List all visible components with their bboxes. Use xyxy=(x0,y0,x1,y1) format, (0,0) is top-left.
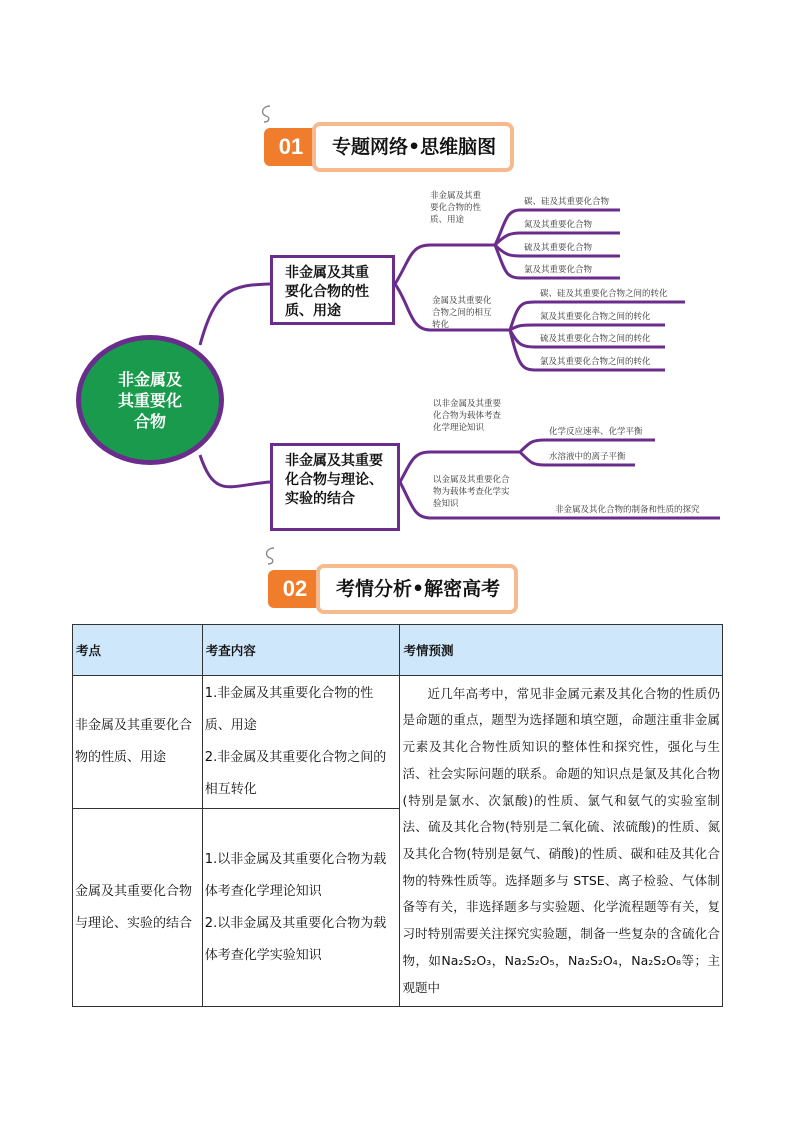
exam-point-cell: 金属及其重要化合物与理论、实验的结合 xyxy=(73,809,203,1007)
section-title: 专题网络•思维脑图 xyxy=(312,122,514,172)
mind-map-sub-label: 以金属及其重要化合物为载体考查化学实验知识 xyxy=(433,475,510,509)
section-number: 02 xyxy=(268,570,322,608)
mind-map-leaf: 非金属及其化合物的制备和性质的探究 xyxy=(555,505,700,515)
exam-content-cell xyxy=(202,809,400,1007)
column-header: 考情预测 xyxy=(400,625,723,676)
section-title: 考情分析•解密高考 xyxy=(316,564,518,614)
mind-map xyxy=(0,180,794,540)
exam-point-cell: 非金属及其重要化合物的性质、用途 xyxy=(73,676,203,809)
mind-map-leaf: 碳、硅及其重要化合物 xyxy=(524,197,610,207)
table-row xyxy=(73,676,723,809)
content-item: 1.以非金属及其重要化合物为载体考查化学理论知识 xyxy=(204,851,387,899)
section-number: 01 xyxy=(264,128,318,166)
mind-map-branch-properties: 非金属及其重要化合物的性质、用途 xyxy=(270,255,395,325)
section-banner-1 xyxy=(264,122,534,168)
curl-icon xyxy=(262,546,278,566)
mind-map-sub-label: 以非金属及其重要化合物为载体考查化学理论知识 xyxy=(433,399,502,433)
mind-map-leaf: 氮及其重要化合物 xyxy=(524,220,593,230)
mind-map-leaf: 碳、硅及其重要化合物之间的转化 xyxy=(540,289,668,299)
mind-map-leaf: 水溶液中的离子平衡 xyxy=(549,452,626,462)
prediction-text: 近几年高考中，常见非金属元素及其化合物的性质仍是命题的重点，题型为选择题和填空题，命题注重非金属元素及其化合物性质知识的整体性和探究性，强化与生活、社会实际问题的联系。命题的知识点是氯及其化合物(特别是氯水、次氯酸)的性质、氯气和氨气的实验室制法、硫及其化合物(特别是二氧化硫、浓硫酸)的性质、氮及其化合物(特别是氨气、硝酸)的性质、碳和硅及其化合物的特殊性质等。选择题多与 STSE、离子检验、气体制备等有关，非选择题多与实验题、化学流程题等有关，复习时特别需要关注探究实验题，制备一些复杂的含硫化合物，如Na₂S₂O₃，Na₂S₂O₅，Na₂S₂O₄，Na₂S₂O₈等；主观题中 xyxy=(402,685,720,995)
prediction-cell xyxy=(400,676,723,1007)
mind-map-sub-label: 非金属及其重要化合物的性质、用途 xyxy=(430,191,482,225)
mind-map-leaf: 氯及其重要化合物 xyxy=(524,265,593,275)
table-header-row xyxy=(73,625,723,676)
column-header: 考查内容 xyxy=(202,625,400,676)
curl-icon xyxy=(258,104,274,124)
exam-content-cell xyxy=(202,676,400,809)
mind-map-leaf: 氮及其重要化合物之间的转化 xyxy=(540,312,651,322)
mind-map-leaf: 硫及其重要化合物 xyxy=(524,243,593,253)
mind-map-leaf: 硫及其重要化合物之间的转化 xyxy=(540,334,651,344)
content-item: 1.非金属及其重要化合物的性质、用途 xyxy=(204,686,374,733)
section-banner-2 xyxy=(268,564,538,610)
exam-analysis-table xyxy=(72,624,723,1007)
content-item: 2.以非金属及其重要化合物为载体考查化学实验知识 xyxy=(204,915,387,963)
mind-map-branch-theory-experiment: 非金属及其重要化合物与理论、实验的结合 xyxy=(270,443,400,531)
column-header: 考点 xyxy=(73,625,203,676)
mind-map-central-node: 非金属及其重要化合物 xyxy=(76,335,224,465)
mind-map-sub-label: 金属及其重要化合物之间的相互转化 xyxy=(432,296,492,330)
mind-map-leaf: 氯及其重要化合物之间的转化 xyxy=(540,357,651,367)
content-item: 2.非金属及其重要化合物之间的相互转化 xyxy=(204,750,387,797)
mind-map-leaf: 化学反应速率、化学平衡 xyxy=(549,427,643,437)
